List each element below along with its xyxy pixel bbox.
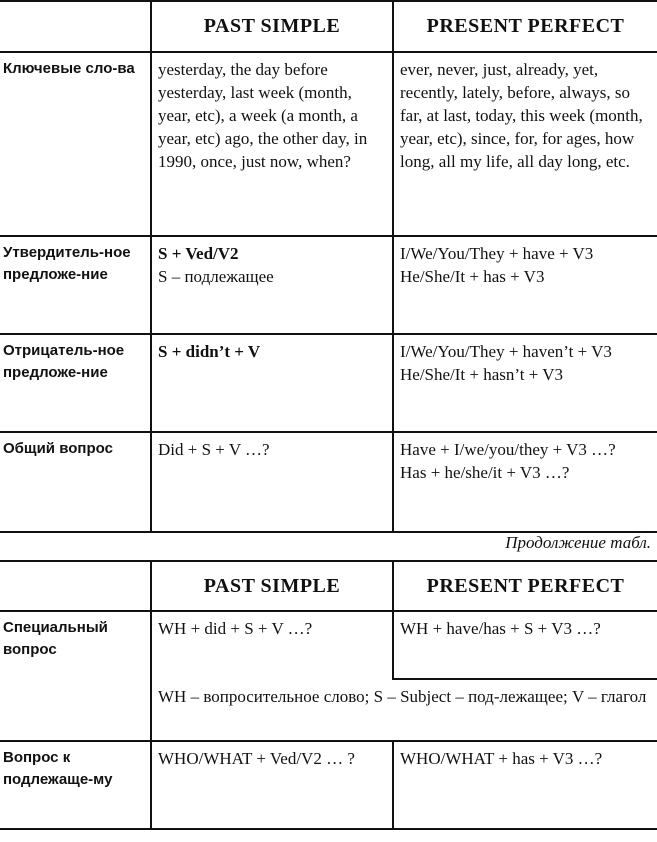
header2-past-simple: PAST SIMPLE xyxy=(151,561,393,611)
grammar-table-2 xyxy=(0,560,657,830)
affirmative-perfect xyxy=(393,236,657,334)
negative-past-formula: S + didn’t + V xyxy=(158,342,261,361)
general-question-past xyxy=(151,432,393,532)
subject-question-past: WHO/WHAT + Ved/V2 … ? xyxy=(151,741,393,829)
header2-empty xyxy=(0,561,151,611)
row-label-negative: Отрицатель-ное предложе-ние xyxy=(0,334,151,432)
row-label-affirmative: Утвердитель-ное предложе-ние xyxy=(0,236,151,334)
affirmative-past-note: S – подлежащее xyxy=(158,267,274,286)
header-past-simple: PAST SIMPLE xyxy=(151,1,393,52)
affirmative-perfect-line2: He/She/It + has + V3 xyxy=(400,267,545,286)
affirmative-perfect-line1: I/We/You/They + have + V3 xyxy=(400,244,594,263)
keywords-perfect: ever, never, just, already, yet, recently, lately, before, always, so far, at last, today, this week (month, year, etc), since, for, for ages, how long, all my life, all day long, etc. xyxy=(393,52,657,236)
subject-question-perfect: WHO/WHAT + has + V3 …? xyxy=(393,741,657,829)
header-empty xyxy=(0,1,151,52)
affirmative-past-formula: S + Ved/V2 xyxy=(158,244,239,263)
negative-past xyxy=(151,334,393,432)
general-question-perfect xyxy=(393,432,657,532)
general-question-past-formula: Did + S + V …? xyxy=(158,440,270,459)
negative-perfect xyxy=(393,334,657,432)
special-question-perfect: WH + have/has + S + V3 …? xyxy=(393,611,657,679)
row-label-general-question: Общий вопрос xyxy=(0,432,151,532)
general-question-perfect-line1: Have + I/we/you/they + V3 …? xyxy=(400,440,616,459)
keywords-past: yesterday, the day before yesterday, last week (month, year, etc), a week (a month, a year, etc) ago, the other day, in 1990, once, just now, when? xyxy=(151,52,393,236)
general-question-perfect-line2: Has + he/she/it + V3 …? xyxy=(400,463,570,482)
row-label-special-question: Специальный вопрос xyxy=(0,611,151,741)
header2-present-perfect: PRESENT PERFECT xyxy=(393,561,657,611)
negative-perfect-line1: I/We/You/They + haven’t + V3 xyxy=(400,342,612,361)
row-label-subject-question: Вопрос к подлежаще-му xyxy=(0,741,151,829)
row-label-keywords: Ключевые сло-ва xyxy=(0,52,151,236)
header-present-perfect: PRESENT PERFECT xyxy=(393,1,657,52)
special-question-past: WH + did + S + V …? xyxy=(151,611,393,679)
negative-perfect-line2: He/She/It + hasn’t + V3 xyxy=(400,365,564,384)
affirmative-past xyxy=(151,236,393,334)
continuation-caption: Продолжение табл. xyxy=(505,533,651,552)
special-question-note: WH – вопросительное слово; S – Subject – под-лежащее; V – глагол xyxy=(151,679,657,741)
